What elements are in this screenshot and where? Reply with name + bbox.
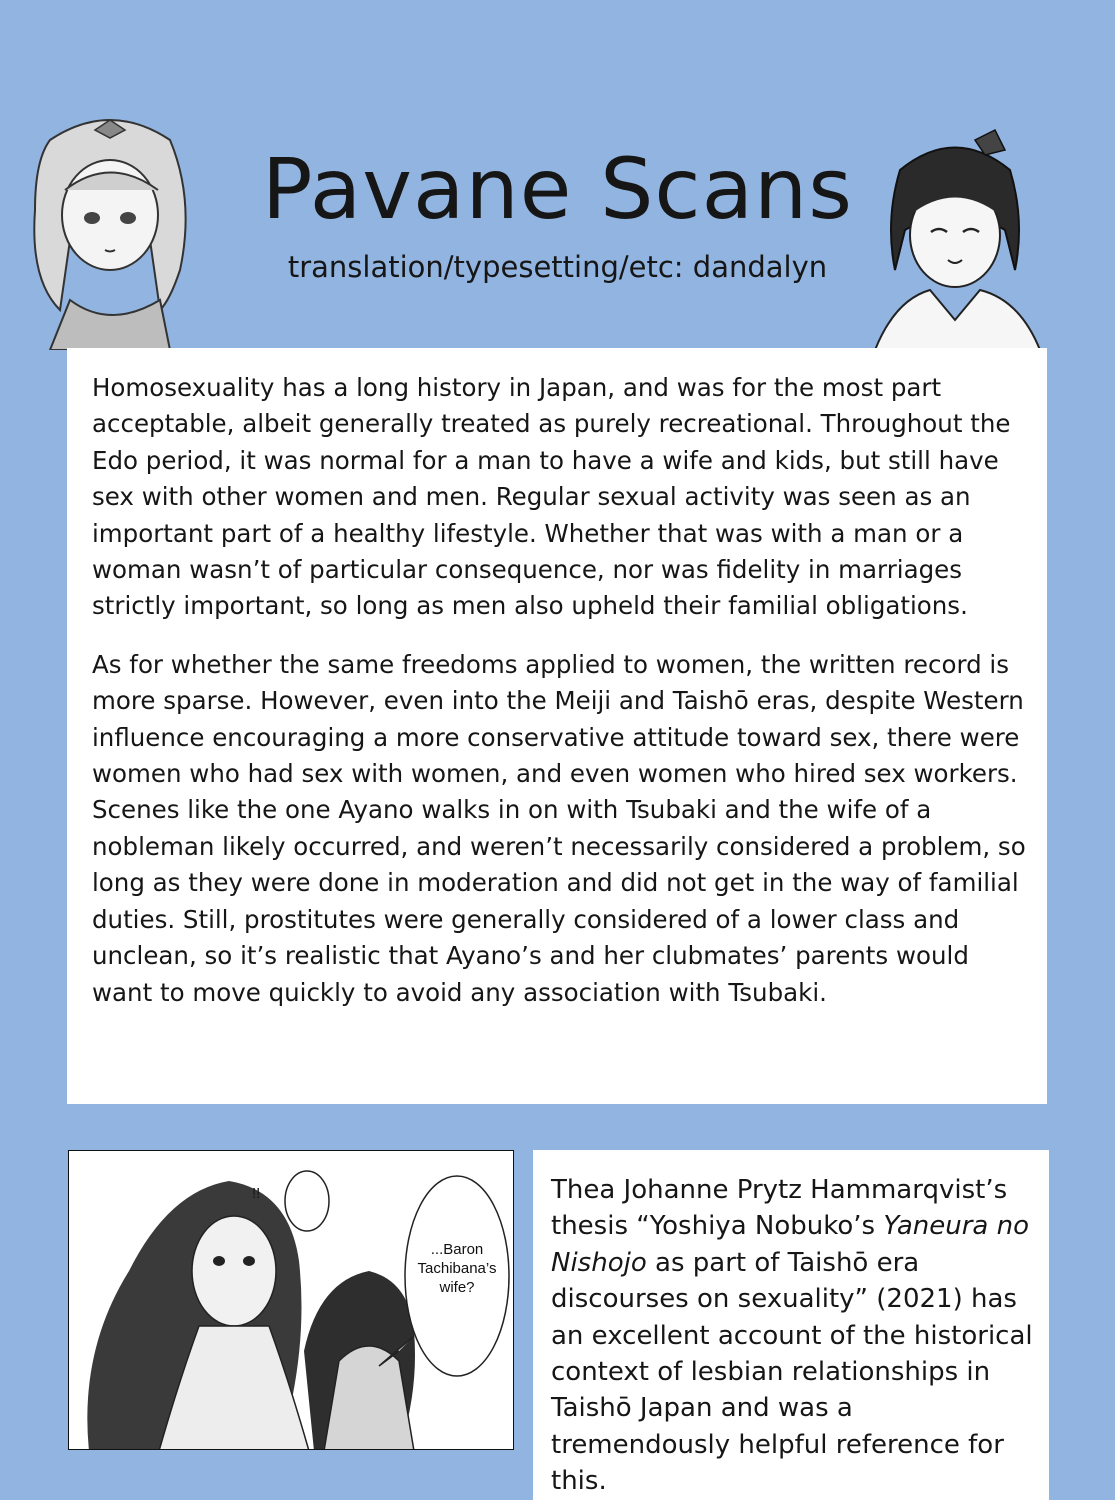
manga-panel (68, 1150, 514, 1450)
character-illustration-left (10, 100, 210, 354)
notes-paragraph: Homosexuality has a long history in Japan, and was for the most part acceptable, albeit generally treated as purely recreational. Throughout the Edo period, it was normal for a man to have a wife and kids, but still have sex with other women and men. Regular sexual activity was seen as an important part of a healthy lifestyle. Whether that was with a man or a woman wasn’t of particular consequence, nor was fidelity in marriages strictly important, so long as men also upheld their familial obligations. (92, 373, 1011, 621)
speech-line: Tachibana’s (417, 1260, 497, 1277)
notes-paragraph: As for whether the same freedoms applied to women, the written record is more sparse. However, even into the Meiji and Taishō eras, despite Western influence encouraging a more conservative attitude toward sex, there were women who had sex with women, and even women who hired sex workers. Scenes like the one Ayano walks in on with Tsubaki and the wife of a nobleman likely occurred, and weren’t necessarily considered a problem, so long as they were done in moderation and did not get in the way of familial duties. Still, prostitutes were generally considered of a lower class and unclean, so it’s realistic that Ayano’s and her clubmates’ parents would want to move quickly to avoid any association with Tsubaki. (92, 649, 1026, 1007)
speech-line: wife? (439, 1279, 475, 1296)
reference-italic-title: Yaneura no Nishojo (551, 1211, 1029, 1278)
reference-text: as part of Taishō era discourses on sexuality” (2021) has an excellent account of the historical context of lesbian relationships in Taishō Japan and was a tremendously helpful reference for this. (551, 1247, 1033, 1497)
speech-line: ...Baron (430, 1241, 484, 1258)
exclamation-text: !! (252, 1185, 261, 1202)
speech-bubble (407, 1240, 507, 1297)
reference-text: Thea Johanne Prytz Hammarqvist’s thesis “Yoshiya Nobuko’s (551, 1175, 1008, 1242)
translator-notes-box (67, 348, 1047, 1104)
credits-line: translation/typesetting/etc: dandalyn (287, 250, 828, 284)
page-title: Pavane Scans (261, 140, 854, 238)
reference-box (533, 1150, 1049, 1500)
